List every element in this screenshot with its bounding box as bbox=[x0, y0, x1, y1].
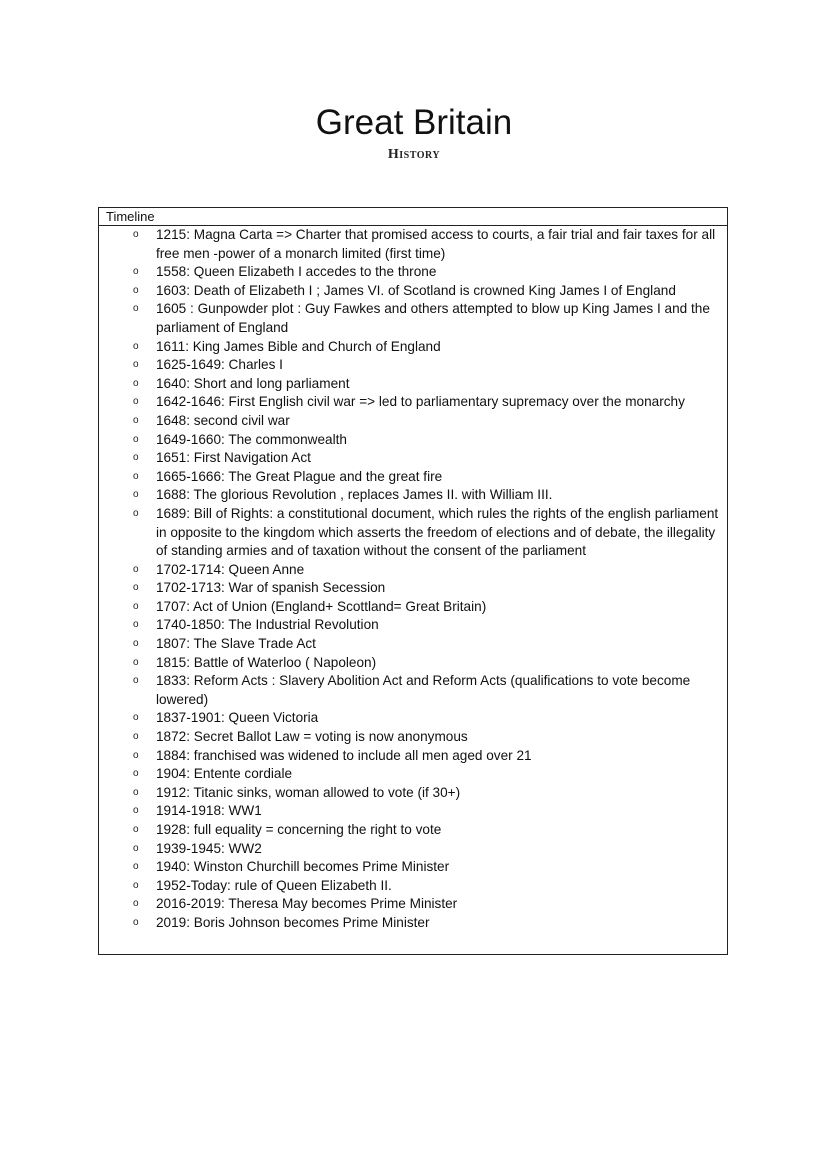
circle-bullet-icon: o bbox=[133, 842, 139, 854]
timeline-item-text: 1707: Act of Union (England+ Scottland= Great Britain) bbox=[156, 598, 487, 614]
circle-bullet-icon: o bbox=[133, 656, 139, 668]
circle-bullet-icon: o bbox=[133, 916, 139, 928]
circle-bullet-icon: o bbox=[133, 414, 139, 426]
circle-bullet-icon: o bbox=[133, 229, 139, 240]
timeline-item bbox=[99, 598, 727, 617]
timeline-item-text: 1625-1649: Charles I bbox=[156, 357, 283, 373]
circle-bullet-icon: o bbox=[133, 619, 139, 631]
timeline-item-text: 1651: First Navigation Act bbox=[156, 450, 311, 466]
timeline-item-text: 1640: Short and long parliament bbox=[156, 375, 350, 391]
page-title: Great Britain bbox=[315, 103, 513, 142]
circle-bullet-icon: o bbox=[133, 861, 139, 873]
circle-bullet-icon: o bbox=[133, 879, 139, 891]
timeline-item bbox=[99, 375, 727, 394]
circle-bullet-icon: o bbox=[133, 675, 139, 687]
timeline-item bbox=[99, 747, 727, 766]
circle-bullet-icon: o bbox=[133, 768, 139, 780]
circle-bullet-icon: o bbox=[133, 582, 139, 594]
timeline-item bbox=[99, 765, 727, 784]
timeline-item-text: 1914-1918: WW1 bbox=[156, 803, 262, 819]
timeline-item bbox=[99, 821, 727, 840]
timeline-item-text: 1939-1945: WW2 bbox=[156, 840, 262, 856]
timeline-item bbox=[99, 561, 727, 580]
timeline-item-text: 1740-1850: The Industrial Revolution bbox=[156, 617, 379, 633]
circle-bullet-icon: o bbox=[133, 563, 139, 575]
timeline-item bbox=[99, 226, 727, 263]
circle-bullet-icon: o bbox=[133, 470, 139, 482]
timeline-item-text: 2019: Boris Johnson becomes Prime Minister bbox=[156, 914, 430, 930]
circle-bullet-icon: o bbox=[133, 303, 139, 315]
timeline-item bbox=[99, 709, 727, 728]
timeline-item-text: 1558: Queen Elizabeth I accedes to the throne bbox=[156, 264, 437, 280]
circle-bullet-icon: o bbox=[133, 824, 139, 835]
timeline-item-text: 1702-1714: Queen Anne bbox=[156, 561, 305, 577]
circle-bullet-icon: o bbox=[133, 786, 139, 798]
timeline-item bbox=[99, 858, 727, 877]
timeline-item bbox=[99, 802, 727, 821]
timeline-item-text: 1665-1666: The Great Plague and the great fire bbox=[156, 468, 443, 484]
timeline-item-text: 1928: full equality = concerning the right to vote bbox=[156, 822, 442, 837]
circle-bullet-icon: o bbox=[133, 638, 139, 650]
circle-bullet-icon: o bbox=[133, 433, 139, 445]
timeline-item-text: 1605 : Gunpowder plot : Guy Fawkes and others attempted to blow up King James I and the parliament of England bbox=[156, 301, 710, 335]
timeline-item-text: 1702-1713: War of spanish Secession bbox=[156, 580, 386, 596]
page-subtitle: History bbox=[387, 147, 441, 162]
timeline-item bbox=[99, 486, 727, 505]
circle-bullet-icon: o bbox=[133, 489, 139, 501]
timeline-item-text: 1940: Winston Churchill becomes Prime Minister bbox=[156, 859, 450, 875]
timeline-item bbox=[99, 263, 727, 282]
timeline-item bbox=[99, 579, 727, 598]
timeline-item-text: 1837-1901: Queen Victoria bbox=[156, 710, 319, 726]
timeline-item-text: 1648: second civil war bbox=[156, 412, 290, 428]
timeline-item-text: 1904: Entente cordiale bbox=[156, 766, 293, 782]
timeline-item bbox=[99, 300, 727, 337]
circle-bullet-icon: o bbox=[133, 284, 139, 296]
timeline-item-text: 1649-1660: The commonwealth bbox=[156, 431, 347, 447]
timeline-item bbox=[99, 505, 727, 561]
circle-bullet-icon: o bbox=[133, 507, 139, 519]
timeline-item bbox=[99, 449, 727, 468]
timeline-item-text: 1807: The Slave Trade Act bbox=[156, 636, 316, 652]
timeline-item-text: 1952-Today: rule of Queen Elizabeth II. bbox=[156, 877, 392, 893]
timeline-list bbox=[99, 226, 727, 933]
timeline-item bbox=[99, 338, 727, 357]
timeline-item bbox=[99, 356, 727, 375]
timeline-item-text: 1912: Titanic sinks, woman allowed to vote (if 30+) bbox=[156, 784, 461, 800]
timeline-item bbox=[99, 393, 727, 412]
timeline-item bbox=[99, 728, 727, 747]
timeline-item-text: 1215: Magna Carta => Charter that promised access to courts, a fair trial and fair taxes for all free men -power of a monarch limited (first time) bbox=[156, 227, 716, 261]
timeline-item bbox=[99, 784, 727, 803]
timeline-item-text: 1884: franchised was widened to include all men aged over 21 bbox=[156, 747, 532, 763]
circle-bullet-icon: o bbox=[133, 712, 139, 724]
timeline-item-text: 1689: Bill of Rights: a constitutional document, which rules the rights of the english parliament in opposite to the kingdom which asserts the freedom of elections and of debate, the illegality of standing armies and of taxation without the consent of the parliament bbox=[156, 505, 719, 559]
circle-bullet-icon: o bbox=[133, 731, 139, 743]
timeline-item-text: 1833: Reform Acts : Slavery Abolition Act and Reform Acts (qualifications to vote become lowered) bbox=[156, 673, 691, 707]
circle-bullet-icon: o bbox=[133, 340, 139, 352]
timeline-item bbox=[99, 654, 727, 673]
timeline-item bbox=[99, 877, 727, 896]
timeline-item bbox=[99, 672, 727, 709]
timeline-item bbox=[99, 468, 727, 487]
circle-bullet-icon: o bbox=[133, 452, 139, 464]
circle-bullet-icon: o bbox=[133, 600, 139, 612]
timeline-item-text: 1815: Battle of Waterloo ( Napoleon) bbox=[156, 654, 377, 670]
timeline-item bbox=[99, 840, 727, 859]
timeline-item-text: 1688: The glorious Revolution , replaces James II. with William III. bbox=[156, 487, 553, 503]
circle-bullet-icon: o bbox=[133, 377, 139, 389]
timeline-item-text: 1611: King James Bible and Church of England bbox=[156, 338, 441, 354]
circle-bullet-icon: o bbox=[133, 749, 139, 761]
circle-bullet-icon: o bbox=[133, 396, 139, 408]
circle-bullet-icon: o bbox=[133, 359, 139, 371]
timeline-item bbox=[99, 895, 727, 914]
timeline-item bbox=[99, 431, 727, 450]
timeline-header: Timeline bbox=[99, 208, 727, 226]
timeline-item bbox=[99, 282, 727, 301]
timeline-item-text: 1603: Death of Elizabeth I ; James VI. of Scotland is crowned King James I of England bbox=[156, 282, 676, 298]
timeline-item bbox=[99, 616, 727, 635]
timeline-item bbox=[99, 914, 727, 933]
circle-bullet-icon: o bbox=[133, 266, 139, 278]
timeline-item bbox=[99, 635, 727, 654]
timeline-table bbox=[98, 207, 728, 955]
timeline-item-text: 2016-2019: Theresa May becomes Prime Minister bbox=[156, 896, 458, 912]
timeline-item bbox=[99, 412, 727, 431]
timeline-item-text: 1642-1646: First English civil war => led to parliamentary supremacy over the monarchy bbox=[156, 394, 685, 410]
timeline-item-text: 1872: Secret Ballot Law = voting is now anonymous bbox=[156, 729, 468, 745]
circle-bullet-icon: o bbox=[133, 898, 139, 910]
circle-bullet-icon: o bbox=[133, 805, 139, 817]
